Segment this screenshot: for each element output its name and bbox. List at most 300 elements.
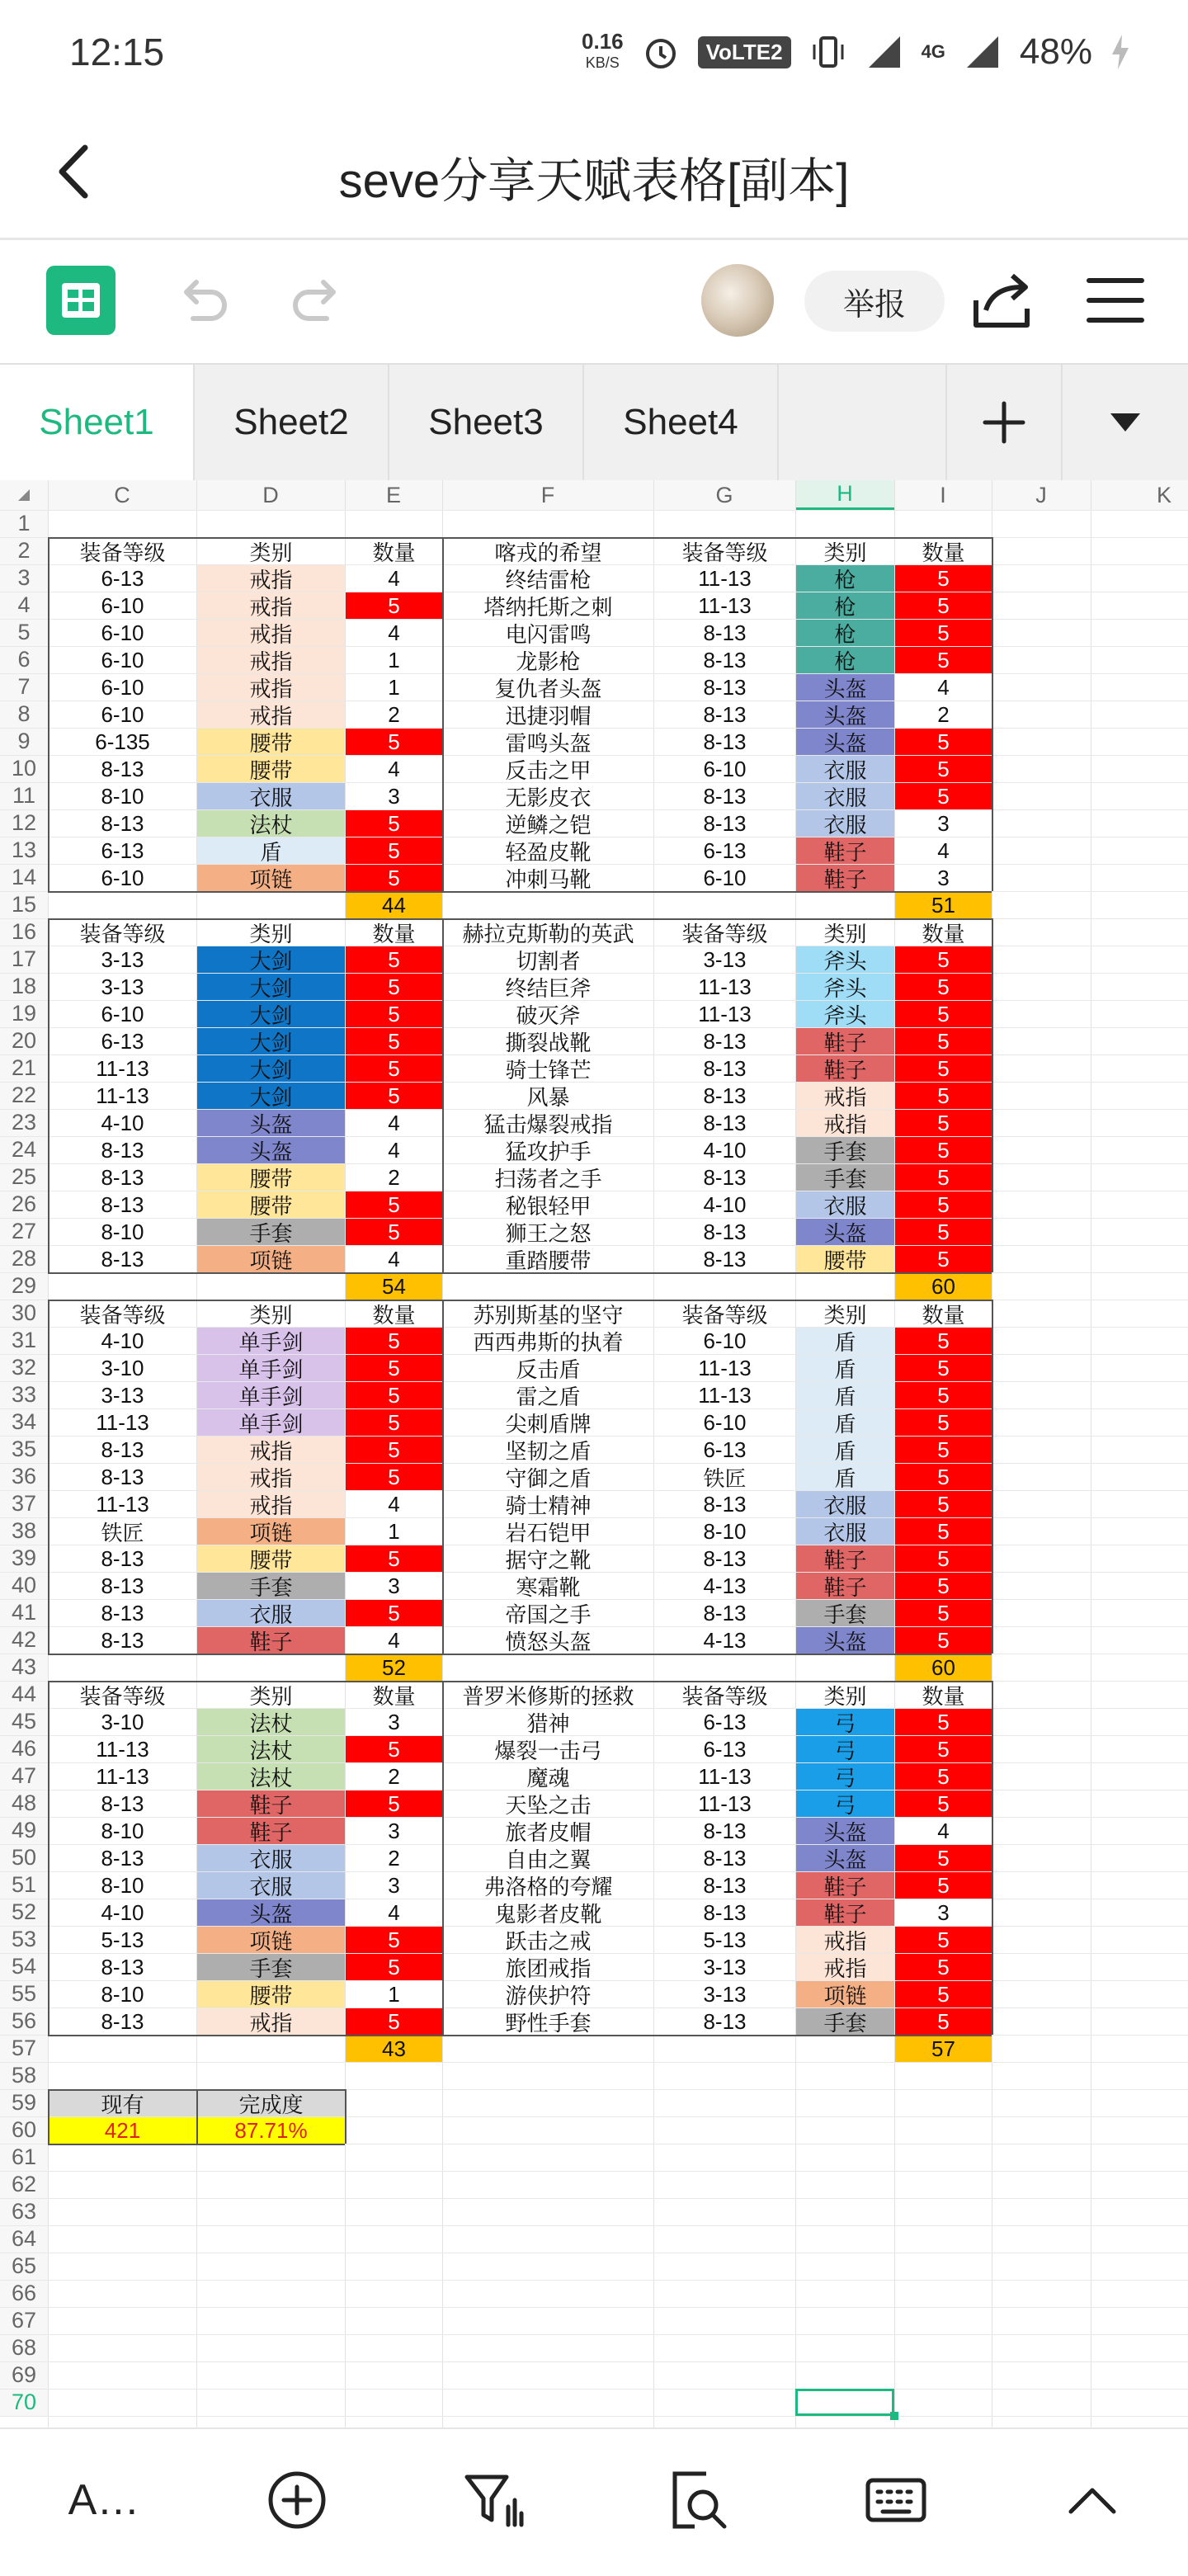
- tab-sheet3[interactable]: Sheet3: [389, 365, 584, 480]
- cell[interactable]: 终结雷枪: [505, 567, 592, 592]
- cell[interactable]: 弓: [796, 1790, 894, 1817]
- cell[interactable]: 无影皮衣: [505, 785, 592, 809]
- cell[interactable]: 5: [895, 1246, 992, 1272]
- cell[interactable]: 4-10: [101, 1328, 144, 1353]
- cell[interactable]: 5: [895, 1355, 992, 1381]
- cell[interactable]: 4-10: [101, 1899, 144, 1925]
- cell[interactable]: 5: [895, 1872, 992, 1899]
- cell[interactable]: 戒指: [197, 701, 345, 728]
- cell[interactable]: 手套: [796, 1600, 894, 1626]
- cell[interactable]: 51: [895, 892, 992, 918]
- row-header[interactable]: 29: [0, 1272, 48, 1300]
- cell[interactable]: 鞋子: [796, 1573, 894, 1599]
- cell[interactable]: 5: [346, 1545, 442, 1572]
- cell[interactable]: 腰带: [197, 1164, 345, 1191]
- cell[interactable]: 3: [388, 783, 400, 809]
- cell[interactable]: 数量: [922, 1683, 965, 1708]
- cell[interactable]: 6-13: [703, 1437, 747, 1462]
- cell[interactable]: 5: [895, 1055, 992, 1082]
- row-header[interactable]: 64: [0, 2225, 48, 2253]
- selected-cell[interactable]: [795, 2389, 894, 2416]
- cell[interactable]: 6-10: [703, 865, 747, 890]
- cell[interactable]: 5: [346, 1219, 442, 1245]
- select-all-corner[interactable]: [0, 480, 48, 510]
- cell[interactable]: 迅捷羽帽: [505, 703, 592, 728]
- cell[interactable]: 8-13: [703, 1164, 747, 1190]
- cell[interactable]: 寒霜靴: [516, 1574, 581, 1599]
- cell[interactable]: 5: [895, 1110, 992, 1136]
- cell[interactable]: 8-13: [101, 1790, 144, 1816]
- cell[interactable]: 单手剑: [197, 1409, 345, 1436]
- cell[interactable]: 手套: [197, 1219, 345, 1245]
- row-header[interactable]: 50: [0, 1844, 48, 1871]
- cell[interactable]: 类别: [249, 1683, 293, 1708]
- cell[interactable]: 11-13: [698, 1790, 752, 1816]
- row-header[interactable]: 30: [0, 1300, 48, 1327]
- cell[interactable]: 4: [937, 674, 950, 700]
- cell[interactable]: 类别: [249, 1302, 293, 1327]
- cell[interactable]: 1: [388, 1518, 400, 1544]
- row-header[interactable]: 37: [0, 1490, 48, 1517]
- cell[interactable]: 8-13: [101, 756, 144, 781]
- column-header[interactable]: G: [653, 480, 795, 510]
- cell[interactable]: 爆裂一击弓: [494, 1738, 602, 1762]
- cell[interactable]: 3-10: [101, 1709, 144, 1734]
- tab-sheet4[interactable]: Sheet4: [584, 365, 779, 480]
- cell[interactable]: 8-13: [703, 2008, 747, 2034]
- row-header[interactable]: 53: [0, 1926, 48, 1953]
- cell[interactable]: 腰带: [197, 756, 345, 782]
- cell[interactable]: 戒指: [197, 674, 345, 701]
- row-header[interactable]: 69: [0, 2361, 48, 2389]
- cell[interactable]: 数量: [922, 540, 965, 564]
- cell[interactable]: 6-13: [703, 837, 747, 863]
- cell[interactable]: 戒指: [796, 1083, 894, 1109]
- cell[interactable]: 大剑: [197, 1055, 345, 1082]
- cell[interactable]: 11-13: [96, 1083, 149, 1108]
- cell[interactable]: 扫荡者之手: [494, 1166, 602, 1191]
- cell[interactable]: 4: [388, 565, 400, 591]
- cell[interactable]: 8-13: [101, 810, 144, 836]
- cell[interactable]: 3-13: [101, 974, 144, 999]
- cell[interactable]: 头盔: [796, 674, 894, 701]
- column-header[interactable]: F: [442, 480, 653, 510]
- row-header[interactable]: 11: [0, 782, 48, 809]
- cell[interactable]: 11-13: [96, 1736, 149, 1762]
- cell[interactable]: 数量: [372, 921, 416, 946]
- cell[interactable]: 狮王之怒: [505, 1220, 592, 1245]
- cell[interactable]: 枪: [796, 620, 894, 646]
- cell[interactable]: 8-13: [703, 1491, 747, 1517]
- cell[interactable]: 5-13: [101, 1927, 144, 1952]
- cell[interactable]: 弓: [796, 1763, 894, 1790]
- cell[interactable]: 6-10: [703, 1328, 747, 1353]
- cell[interactable]: 3: [937, 1899, 950, 1925]
- cell[interactable]: 装备等级: [681, 540, 768, 564]
- cell[interactable]: 3: [388, 1573, 400, 1598]
- cell[interactable]: 52: [346, 1654, 442, 1681]
- cell[interactable]: 鞋子: [197, 1627, 345, 1654]
- add-sheet-button[interactable]: [945, 365, 1063, 480]
- cell[interactable]: 11-13: [698, 1382, 752, 1408]
- cell[interactable]: 5: [895, 1409, 992, 1436]
- cell[interactable]: 逆鳞之铠: [505, 812, 592, 837]
- row-header[interactable]: 22: [0, 1082, 48, 1109]
- cell[interactable]: 8-13: [101, 1464, 144, 1489]
- row-header[interactable]: 2: [0, 537, 48, 564]
- row-header[interactable]: 25: [0, 1163, 48, 1191]
- cell[interactable]: 衣服: [197, 1845, 345, 1871]
- cell[interactable]: 5: [346, 1028, 442, 1054]
- column-header[interactable]: J: [992, 480, 1091, 510]
- cell[interactable]: 数量: [922, 921, 965, 946]
- cell[interactable]: 尖刺盾牌: [505, 1411, 592, 1436]
- cell[interactable]: 5: [895, 1627, 992, 1654]
- row-header[interactable]: 9: [0, 728, 48, 755]
- cell[interactable]: 枪: [796, 565, 894, 592]
- cell[interactable]: 5: [895, 1437, 992, 1463]
- cell[interactable]: 11-13: [96, 1491, 149, 1517]
- cell[interactable]: 5: [346, 837, 442, 864]
- cell[interactable]: 斧头: [796, 1001, 894, 1027]
- cell[interactable]: 3: [388, 1818, 400, 1843]
- cell[interactable]: 盾: [796, 1409, 894, 1436]
- row-header[interactable]: 57: [0, 2035, 48, 2062]
- column-header[interactable]: C: [48, 480, 196, 510]
- cell[interactable]: 8-10: [703, 1518, 747, 1544]
- cell[interactable]: 11-13: [698, 565, 752, 591]
- cell[interactable]: 8-13: [101, 1573, 144, 1598]
- row-header[interactable]: 12: [0, 809, 48, 837]
- cell[interactable]: 5: [346, 1083, 442, 1109]
- cell[interactable]: 岩石铠甲: [505, 1520, 592, 1545]
- cell[interactable]: 衣服: [796, 756, 894, 782]
- cell[interactable]: 装备等级: [79, 1302, 166, 1327]
- cell[interactable]: 腰带: [197, 729, 345, 755]
- cell[interactable]: 盾: [796, 1328, 894, 1354]
- row-header[interactable]: 55: [0, 1980, 48, 2007]
- cell[interactable]: 项链: [796, 1981, 894, 2007]
- cell[interactable]: 盾: [197, 837, 345, 864]
- cell[interactable]: 5: [895, 1981, 992, 2007]
- cell[interactable]: 斧头: [796, 946, 894, 973]
- cell[interactable]: 5: [895, 1491, 992, 1517]
- cell[interactable]: 5: [895, 783, 992, 809]
- cell[interactable]: 5: [895, 729, 992, 755]
- selection-handle[interactable]: [890, 2412, 898, 2420]
- cell[interactable]: 8-13: [101, 2008, 144, 2034]
- cell[interactable]: 4: [388, 1627, 400, 1653]
- cell[interactable]: 类别: [823, 540, 867, 564]
- cell[interactable]: 铁匠: [703, 1465, 747, 1490]
- undo-button[interactable]: [173, 272, 231, 330]
- cell[interactable]: 8-13: [703, 647, 747, 672]
- cell[interactable]: 衣服: [197, 783, 345, 809]
- cell[interactable]: 帝国之手: [505, 1602, 592, 1626]
- cell[interactable]: 鞋子: [197, 1790, 345, 1817]
- cell[interactable]: 5: [895, 974, 992, 1000]
- row-header[interactable]: 19: [0, 1000, 48, 1027]
- cell[interactable]: 破灭斧: [516, 1003, 581, 1027]
- cell[interactable]: 项链: [197, 1927, 345, 1953]
- cell[interactable]: 跃击之戒: [505, 1928, 592, 1953]
- cell[interactable]: 8-13: [703, 620, 747, 645]
- cell[interactable]: 戒指: [197, 2008, 345, 2035]
- cell[interactable]: 8-13: [703, 810, 747, 836]
- cell[interactable]: 5: [895, 756, 992, 782]
- cell[interactable]: 5: [346, 1437, 442, 1463]
- cell[interactable]: 反击之甲: [505, 757, 592, 782]
- cell[interactable]: 3: [937, 810, 950, 836]
- cell[interactable]: 衣服: [796, 1191, 894, 1218]
- cell[interactable]: 鞋子: [796, 1545, 894, 1572]
- row-header[interactable]: 40: [0, 1572, 48, 1599]
- cell[interactable]: 6-10: [101, 701, 144, 727]
- cell[interactable]: 戒指: [197, 620, 345, 646]
- row-header[interactable]: 6: [0, 646, 48, 673]
- cell[interactable]: 戒指: [197, 1437, 345, 1463]
- cell[interactable]: 普罗米修斯的拯救: [462, 1683, 634, 1708]
- cell[interactable]: 5: [895, 592, 992, 619]
- cell[interactable]: 2: [388, 1845, 400, 1871]
- row-header[interactable]: 7: [0, 673, 48, 701]
- cell[interactable]: 4: [937, 837, 950, 863]
- cell[interactable]: 5: [895, 1600, 992, 1626]
- cell[interactable]: 8-13: [101, 1627, 144, 1653]
- spreadsheet-grid[interactable]: [0, 480, 1188, 2427]
- cell[interactable]: 法杖: [197, 810, 345, 837]
- cell[interactable]: 6-10: [101, 865, 144, 890]
- cell[interactable]: 5: [895, 1001, 992, 1027]
- cell[interactable]: 类别: [823, 921, 867, 946]
- cell[interactable]: 轻盈皮靴: [505, 839, 592, 864]
- cell[interactable]: 5: [895, 1736, 992, 1762]
- cell[interactable]: 8-13: [703, 1600, 747, 1625]
- row-header[interactable]: 8: [0, 701, 48, 728]
- cell[interactable]: 西西弗斯的执着: [473, 1329, 624, 1354]
- row-header[interactable]: 5: [0, 619, 48, 646]
- cell[interactable]: 5: [895, 946, 992, 973]
- cell[interactable]: 8-13: [703, 1246, 747, 1271]
- cell[interactable]: 法杖: [197, 1763, 345, 1790]
- row-header[interactable]: 48: [0, 1790, 48, 1817]
- cell[interactable]: 5: [895, 1927, 992, 1953]
- cell[interactable]: 5: [346, 865, 442, 891]
- cell[interactable]: 手套: [796, 2008, 894, 2035]
- cell[interactable]: 猛攻护手: [505, 1139, 592, 1163]
- cell[interactable]: 塔纳托斯之刺: [483, 594, 613, 619]
- row-header[interactable]: 32: [0, 1354, 48, 1381]
- cell[interactable]: 自由之翼: [505, 1847, 592, 1871]
- cell[interactable]: 5: [895, 1709, 992, 1735]
- cell[interactable]: 8-13: [101, 1545, 144, 1571]
- row-header[interactable]: 27: [0, 1218, 48, 1245]
- cell[interactable]: 鞋子: [796, 1028, 894, 1054]
- column-header[interactable]: H: [795, 480, 894, 510]
- sheet-list-button[interactable]: [1063, 365, 1188, 480]
- row-header[interactable]: 68: [0, 2334, 48, 2361]
- cell[interactable]: 天坠之击: [505, 1792, 592, 1817]
- row-header[interactable]: 35: [0, 1436, 48, 1463]
- cell[interactable]: 60: [895, 1273, 992, 1300]
- cell[interactable]: 5: [895, 1518, 992, 1545]
- cell[interactable]: 8-13: [703, 674, 747, 700]
- cell[interactable]: 衣服: [197, 1600, 345, 1626]
- cell[interactable]: 弓: [796, 1709, 894, 1735]
- cell[interactable]: 5: [895, 620, 992, 646]
- cell[interactable]: 6-10: [101, 1001, 144, 1026]
- cell[interactable]: 项链: [197, 865, 345, 891]
- cell[interactable]: 完成度: [197, 2090, 345, 2116]
- cell[interactable]: 装备等级: [79, 540, 166, 564]
- cell[interactable]: 重踏腰带: [505, 1248, 592, 1272]
- cell[interactable]: 4-10: [703, 1137, 747, 1163]
- cell[interactable]: 类别: [823, 1302, 867, 1327]
- cell[interactable]: 5: [346, 729, 442, 755]
- cell[interactable]: 戒指: [197, 592, 345, 619]
- cell[interactable]: 苏别斯基的坚守: [473, 1302, 624, 1327]
- row-header[interactable]: 47: [0, 1762, 48, 1790]
- cell[interactable]: 4: [937, 1818, 950, 1843]
- row-header[interactable]: 38: [0, 1517, 48, 1545]
- cell[interactable]: 5: [346, 1409, 442, 1436]
- row-header[interactable]: 62: [0, 2171, 48, 2198]
- cell[interactable]: 5: [895, 1763, 992, 1790]
- cell[interactable]: 手套: [796, 1164, 894, 1191]
- cell[interactable]: 43: [346, 2036, 442, 2062]
- cell[interactable]: 撕裂战靴: [505, 1030, 592, 1054]
- cell[interactable]: 野性手套: [505, 2010, 592, 2035]
- cell[interactable]: 5: [346, 1736, 442, 1762]
- cell[interactable]: 5: [346, 1055, 442, 1082]
- row-header[interactable]: 3: [0, 564, 48, 592]
- cell[interactable]: 5: [895, 1083, 992, 1109]
- cell[interactable]: 8-13: [703, 701, 747, 727]
- cell[interactable]: 3-13: [101, 1382, 144, 1408]
- cell[interactable]: 手套: [197, 1954, 345, 1980]
- cell[interactable]: 3: [388, 1709, 400, 1734]
- cell[interactable]: 4: [388, 1246, 400, 1271]
- cell[interactable]: 8-13: [101, 1246, 144, 1271]
- cell[interactable]: 6-135: [95, 729, 150, 754]
- cell[interactable]: 戒指: [197, 647, 345, 673]
- cell[interactable]: 5: [895, 1790, 992, 1817]
- cell[interactable]: 秘银轻甲: [505, 1193, 592, 1218]
- cell[interactable]: 8-13: [703, 1545, 747, 1571]
- cell[interactable]: 6-10: [703, 1409, 747, 1435]
- cell[interactable]: 手套: [197, 1573, 345, 1599]
- row-header[interactable]: 42: [0, 1626, 48, 1654]
- redo-button[interactable]: [289, 272, 346, 330]
- cell[interactable]: 腰带: [197, 1191, 345, 1218]
- tab-sheet1[interactable]: Sheet1: [0, 365, 195, 480]
- row-header[interactable]: 33: [0, 1381, 48, 1408]
- row-header[interactable]: 15: [0, 891, 48, 918]
- cell[interactable]: 4: [388, 1110, 400, 1135]
- cell[interactable]: 5: [346, 974, 442, 1000]
- report-button[interactable]: 举报: [804, 271, 945, 332]
- cell[interactable]: 11-13: [698, 1001, 752, 1026]
- row-header[interactable]: 66: [0, 2280, 48, 2307]
- cell[interactable]: 衣服: [197, 1872, 345, 1899]
- row-header[interactable]: 21: [0, 1054, 48, 1082]
- cell[interactable]: 6-13: [101, 565, 144, 591]
- row-header[interactable]: 52: [0, 1899, 48, 1926]
- cell[interactable]: 6-13: [101, 1028, 144, 1054]
- cell[interactable]: 3: [937, 865, 950, 890]
- cell[interactable]: 11-13: [698, 1763, 752, 1789]
- row-header[interactable]: 67: [0, 2307, 48, 2334]
- collapse-button[interactable]: [1051, 2459, 1134, 2541]
- cell[interactable]: 11-13: [698, 592, 752, 618]
- cell[interactable]: 骑士精神: [505, 1493, 592, 1517]
- cell[interactable]: 盾: [796, 1437, 894, 1463]
- cell[interactable]: 头盔: [197, 1110, 345, 1136]
- cell[interactable]: 11-13: [698, 974, 752, 999]
- cell[interactable]: 鬼影者皮靴: [494, 1901, 602, 1926]
- cell[interactable]: 6-10: [703, 756, 747, 781]
- filter-button[interactable]: [452, 2459, 535, 2541]
- cell[interactable]: 头盔: [796, 1219, 894, 1245]
- cell[interactable]: 8-13: [703, 783, 747, 809]
- cell[interactable]: 3-13: [101, 946, 144, 972]
- cell[interactable]: 戒指: [796, 1954, 894, 1980]
- cell[interactable]: 大剑: [197, 946, 345, 973]
- cell[interactable]: 单手剑: [197, 1355, 345, 1381]
- cell[interactable]: 8-13: [703, 1845, 747, 1871]
- cell[interactable]: 愤怒头盔: [505, 1629, 592, 1654]
- share-button[interactable]: [969, 267, 1035, 333]
- cell[interactable]: 8-10: [101, 1981, 144, 2007]
- row-header[interactable]: 45: [0, 1708, 48, 1735]
- cell[interactable]: 60: [895, 1654, 992, 1681]
- cell[interactable]: 5: [346, 1790, 442, 1817]
- cell[interactable]: 法杖: [197, 1736, 345, 1762]
- cell[interactable]: 装备等级: [79, 1683, 166, 1708]
- cell[interactable]: 5: [346, 1954, 442, 1980]
- cell[interactable]: 5: [895, 1464, 992, 1490]
- row-header[interactable]: 63: [0, 2198, 48, 2225]
- cell[interactable]: 5: [895, 647, 992, 673]
- cell[interactable]: 5: [895, 1328, 992, 1354]
- cell[interactable]: 项链: [197, 1246, 345, 1272]
- cell[interactable]: 5: [895, 1845, 992, 1871]
- row-header[interactable]: 17: [0, 946, 48, 973]
- cell[interactable]: 5: [895, 1382, 992, 1408]
- cell[interactable]: 87.71%: [197, 2117, 345, 2144]
- cell[interactable]: 5: [346, 1927, 442, 1953]
- row-header[interactable]: 10: [0, 755, 48, 782]
- cell[interactable]: 铁匠: [101, 1520, 144, 1545]
- cell[interactable]: 2: [937, 701, 950, 727]
- cell[interactable]: 数量: [372, 540, 416, 564]
- cell[interactable]: 8-13: [703, 1083, 747, 1108]
- cell[interactable]: 头盔: [197, 1899, 345, 1926]
- cell[interactable]: 头盔: [796, 1627, 894, 1654]
- cell[interactable]: 4: [388, 756, 400, 781]
- cell[interactable]: 11-13: [698, 1355, 752, 1380]
- cell[interactable]: 头盔: [796, 1845, 894, 1871]
- cell[interactable]: 衣服: [796, 810, 894, 837]
- cell[interactable]: 大剑: [197, 1083, 345, 1109]
- cell[interactable]: 电闪雷鸣: [505, 621, 592, 646]
- cell[interactable]: 5-13: [703, 1927, 747, 1952]
- row-header[interactable]: 23: [0, 1109, 48, 1136]
- cell[interactable]: 2: [388, 1763, 400, 1789]
- cell[interactable]: 5: [895, 1954, 992, 1980]
- cell[interactable]: 3: [388, 1872, 400, 1898]
- menu-button[interactable]: [1086, 271, 1145, 330]
